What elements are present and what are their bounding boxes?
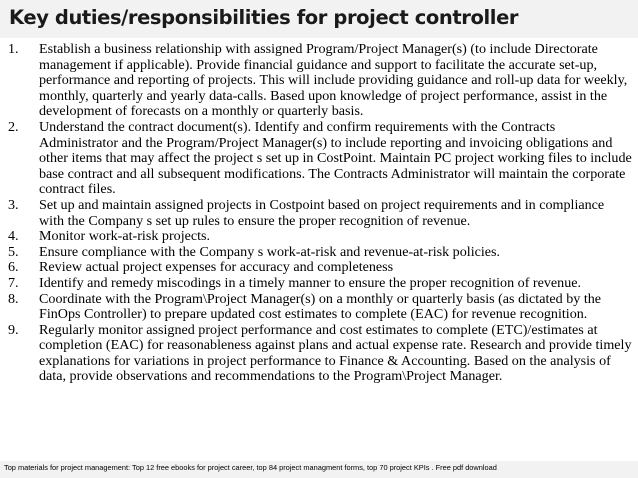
page-title: Key duties/responsibilities for project controller [9,6,519,29]
footer-bar [0,461,638,478]
list-item-text: Monitor work-at-risk projects. [39,228,211,245]
list-item-number: 8. [8,290,19,307]
list-item [0,229,638,245]
list-item-number: 6. [8,259,19,276]
list-item-text: Ensure compliance with the Company s work-at-risk and revenue-at-risk policies. [39,243,501,260]
footer-text[interactable]: Top materials for project management: Top 12 free ebooks for project career, top 84 project managment forms, top 70 project KPIs . Free pdf download [4,463,497,472]
list-item [0,276,638,292]
list-item [0,260,638,276]
list-item [0,198,638,229]
list-item-number: 9. [8,321,19,338]
list-item [0,323,638,385]
list-item-text: Review actual project expenses for accuracy and completeness [39,259,394,276]
title-bar [0,0,638,38]
responsibilities-list [0,42,638,385]
list-item-text: Regularly monitor assigned project performance and cost estimates to complete (ETC)/estimates at completion (EAC) for reasonableness against plans and actual expense rate. Research and provide timely explanations for variations in project performance to Finance & Accounting. Based on the analysis of data, provide observations and recommendations to the Program\Project Manager. [39,321,632,385]
list-item-number: 5. [8,243,19,260]
list-item-number: 4. [8,228,19,245]
list-item-number: 7. [8,274,19,291]
list-item [0,42,638,120]
list-item-text: Understand the contract document(s). Identify and confirm requirements with the Contracts Administrator and the Program/Project Manager(s) to include reporting and invoicing obligations and other items that may affect the project s set up in CostPoint. Maintain PC project working files to include base contract and all subsequent modifications. The Contracts Administrator will maintain the corporate contract files. [39,118,632,198]
list-item-number: 1. [8,41,19,57]
list-item [0,120,638,198]
list-item-text: Coordinate with the Program\Project Manager(s) on a monthly or quarterly basis (as dictated by the FinOps Controller) to prepare updated cost estimates to complete (EAC) for revenue recognition. [39,290,602,323]
list-item-text: Identify and remedy miscodings in a timely manner to ensure the proper recognition of revenue. [39,274,582,291]
list-item [0,245,638,261]
list-item [0,292,638,323]
list-item-text: Set up and maintain assigned projects in Costpoint based on project requirements and in compliance with the Company s set up rules to ensure the proper recognition of revenue. [39,196,605,229]
list-item-number: 2. [8,118,19,135]
list-item-text: Establish a business relationship with assigned Program/Project Manager(s) (to include Directorate management if applicable). Provide financial guidance and support to facilitate the accurate set-up, performance and reporting of projects. This will include providing guidance and roll-up data for weekly, monthly, quarterly and yearly data-calls. Based upon knowledge of project performance, assist in the development of forecasts on a monthly or quarterly basis. [39,41,628,120]
list-item-number: 3. [8,196,19,213]
